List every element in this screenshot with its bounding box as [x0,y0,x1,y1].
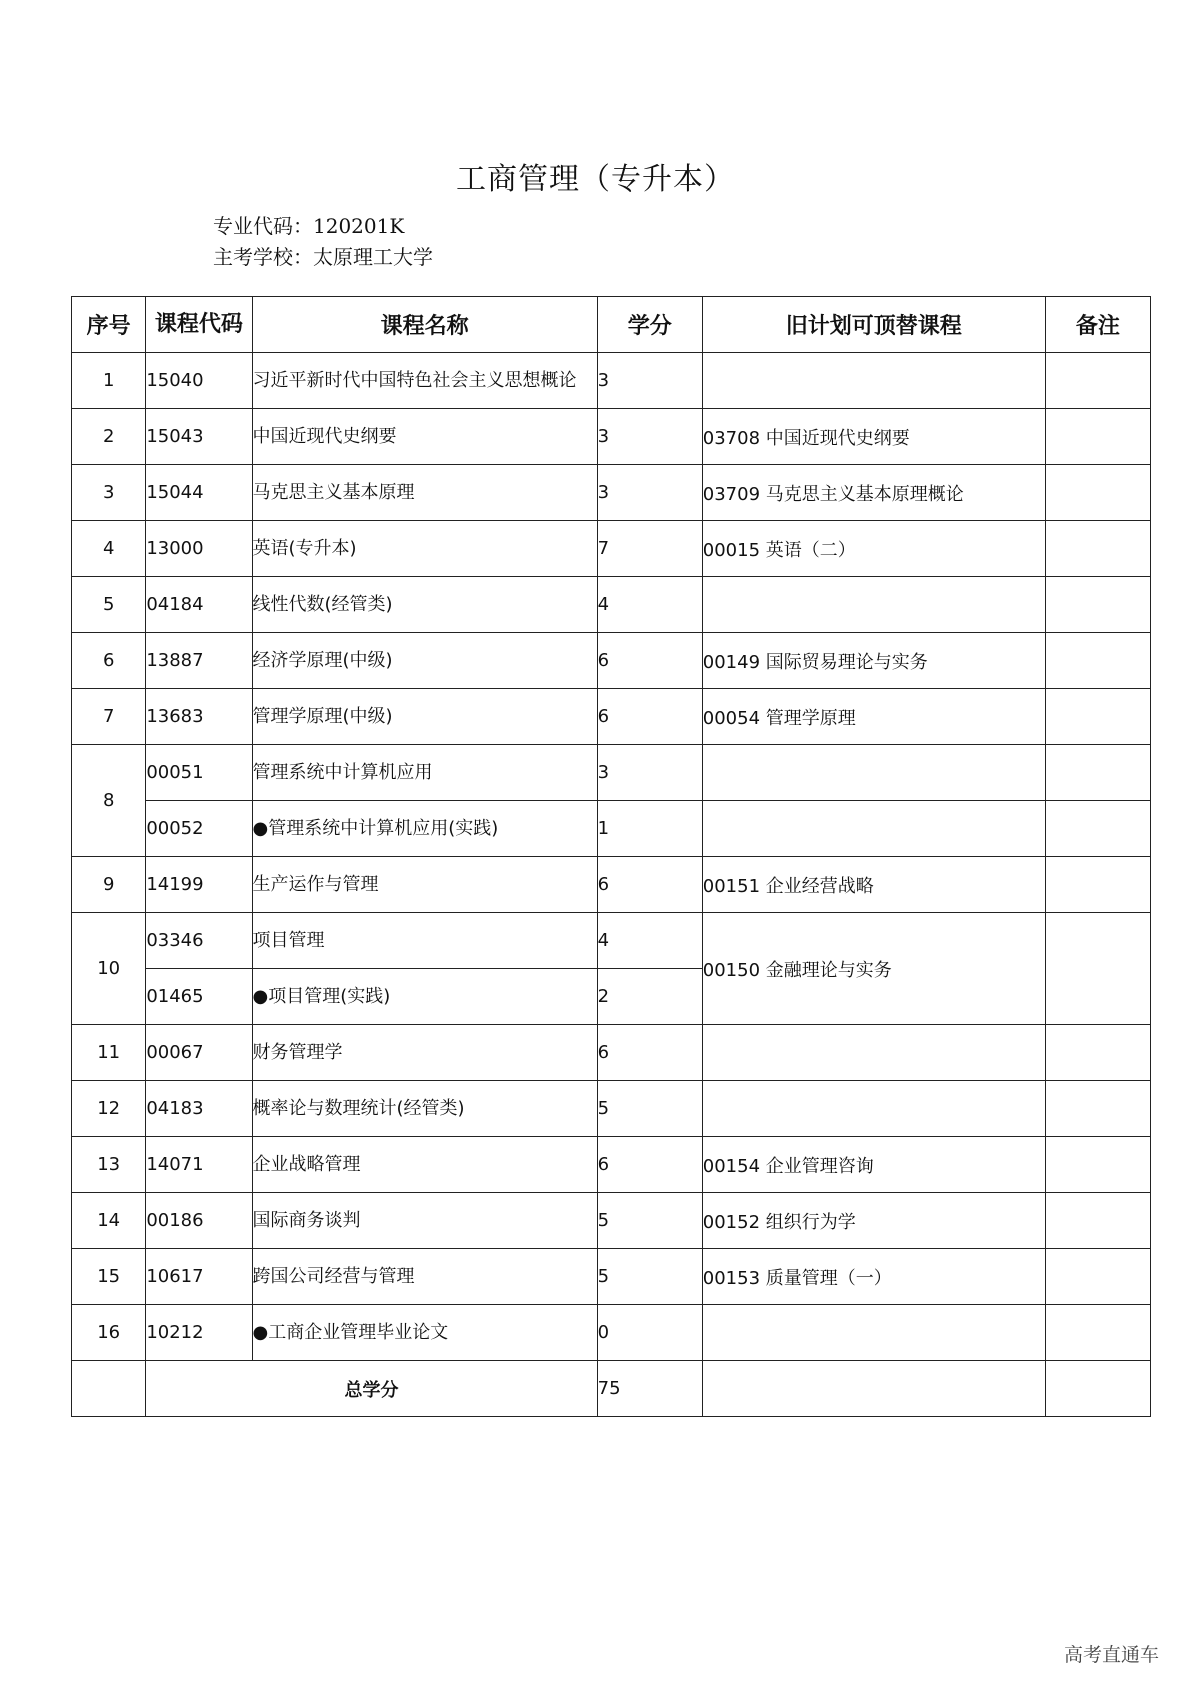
course-name: 习近平新时代中国特色社会主义思想概论 [252,353,597,409]
seq-cell: 14 [72,1193,146,1249]
course-code: 10617 [146,1249,252,1305]
replacement-course [702,577,1045,633]
header-seq: 序号 [72,297,146,353]
course-name: 国际商务谈判 [252,1193,597,1249]
table-row [72,1305,1151,1361]
course-credits: 6 [597,1137,702,1193]
remarks-cell [1045,913,1150,1025]
course-code: 00052 [146,801,252,857]
replacement-course: 00149 国际贸易理论与实务 [702,633,1045,689]
remarks-cell [1045,465,1150,521]
seq-cell: 15 [72,1249,146,1305]
header-course-code: 课程代码 [146,297,252,353]
table-row [72,1193,1151,1249]
replacement-course [702,1305,1045,1361]
seq-cell: 5 [72,577,146,633]
replacement-course: 00153 质量管理（一） [702,1249,1045,1305]
course-name: 财务管理学 [252,1025,597,1081]
course-name: 生产运作与管理 [252,857,597,913]
replacement-course [702,1081,1045,1137]
total-remarks-cell [1045,1361,1150,1417]
course-name: 管理系统中计算机应用 [252,745,597,801]
total-seq-cell [72,1361,146,1417]
seq-cell: 1 [72,353,146,409]
total-replace-cell [702,1361,1045,1417]
course-name: 项目管理 [252,913,597,969]
course-name: 企业战略管理 [252,1137,597,1193]
course-name: 线性代数(经管类) [252,577,597,633]
remarks-cell [1045,1081,1150,1137]
course-credits: 2 [597,969,702,1025]
table-row [72,689,1151,745]
remarks-cell [1045,1025,1150,1081]
table-row [72,913,1151,969]
course-code: 14071 [146,1137,252,1193]
remarks-cell [1045,409,1150,465]
replacement-course: 03708 中国近现代史纲要 [702,409,1045,465]
course-credits: 7 [597,521,702,577]
remarks-cell [1045,1193,1150,1249]
course-credits: 3 [597,409,702,465]
course-credits: 6 [597,633,702,689]
remarks-cell [1045,857,1150,913]
table-row [72,857,1151,913]
table-body [72,353,1151,1361]
seq-cell: 11 [72,1025,146,1081]
remarks-cell [1045,1137,1150,1193]
replacement-course: 00054 管理学原理 [702,689,1045,745]
course-credits: 6 [597,857,702,913]
watermark: 高考直通车 [1063,1644,1159,1666]
course-name: ●管理系统中计算机应用(实践) [252,801,597,857]
course-credits: 6 [597,689,702,745]
replacement-course: 00150 金融理论与实务 [702,913,1045,1025]
replacement-course: 00154 企业管理咨询 [702,1137,1045,1193]
course-code: 03346 [146,913,252,969]
remarks-cell [1045,521,1150,577]
total-label: 总学分 [146,1361,597,1417]
seq-cell: 10 [72,913,146,1025]
seq-cell: 12 [72,1081,146,1137]
course-code: 10212 [146,1305,252,1361]
remarks-cell [1045,633,1150,689]
page-title: 工商管理（专升本） [456,162,735,197]
course-code: 00067 [146,1025,252,1081]
seq-cell: 8 [72,745,146,857]
course-credits: 4 [597,577,702,633]
seq-cell: 6 [72,633,146,689]
seq-cell: 3 [72,465,146,521]
seq-cell: 9 [72,857,146,913]
replacement-course: 00152 组织行为学 [702,1193,1045,1249]
replacement-course [702,353,1045,409]
remarks-cell [1045,801,1150,857]
examining-school: 主考学校：太原理工大学 [213,245,433,269]
course-credits: 4 [597,913,702,969]
course-credits: 3 [597,745,702,801]
course-code: 13683 [146,689,252,745]
course-code: 15040 [146,353,252,409]
major-code: 专业代码：120201K [213,214,405,238]
course-code: 00051 [146,745,252,801]
remarks-cell [1045,689,1150,745]
seq-cell: 13 [72,1137,146,1193]
course-code: 13887 [146,633,252,689]
course-code: 13000 [146,521,252,577]
header-credits: 学分 [597,297,702,353]
course-name: ●项目管理(实践) [252,969,597,1025]
header-remarks: 备注 [1045,297,1150,353]
table-header-row [72,297,1151,353]
course-code: 04183 [146,1081,252,1137]
table-row [72,1137,1151,1193]
course-name: 跨国公司经营与管理 [252,1249,597,1305]
replacement-course [702,1025,1045,1081]
course-code: 00186 [146,1193,252,1249]
table-row [72,1025,1151,1081]
replacement-course [702,801,1045,857]
table-row [72,1081,1151,1137]
course-code: 01465 [146,969,252,1025]
course-name: ●工商企业管理毕业论文 [252,1305,597,1361]
remarks-cell [1045,353,1150,409]
course-credits: 0 [597,1305,702,1361]
table-row [72,1249,1151,1305]
seq-cell: 16 [72,1305,146,1361]
course-plan-table [71,296,1151,1417]
course-credits: 5 [597,1193,702,1249]
course-credits: 1 [597,801,702,857]
course-credits: 6 [597,1025,702,1081]
remarks-cell [1045,1305,1150,1361]
course-name: 管理学原理(中级) [252,689,597,745]
course-name: 概率论与数理统计(经管类) [252,1081,597,1137]
replacement-course: 03709 马克思主义基本原理概论 [702,465,1045,521]
seq-cell: 4 [72,521,146,577]
header-course-name: 课程名称 [252,297,597,353]
header-replacement-course: 旧计划可顶替课程 [702,297,1045,353]
course-credits: 5 [597,1249,702,1305]
course-credits: 3 [597,465,702,521]
table-row [72,353,1151,409]
table-row [72,409,1151,465]
remarks-cell [1045,577,1150,633]
table-row [72,801,1151,857]
remarks-cell [1045,745,1150,801]
table-row [72,633,1151,689]
course-code: 04184 [146,577,252,633]
remarks-cell [1045,1249,1150,1305]
course-name: 中国近现代史纲要 [252,409,597,465]
course-name: 英语(专升本) [252,521,597,577]
total-row [72,1361,1151,1417]
table-row [72,465,1151,521]
course-credits: 3 [597,353,702,409]
replacement-course [702,745,1045,801]
course-code: 14199 [146,857,252,913]
seq-cell: 7 [72,689,146,745]
total-credits: 75 [597,1361,702,1417]
course-code: 15043 [146,409,252,465]
replacement-course: 00151 企业经营战略 [702,857,1045,913]
table-row [72,577,1151,633]
course-credits: 5 [597,1081,702,1137]
replacement-course: 00015 英语（二） [702,521,1045,577]
seq-cell: 2 [72,409,146,465]
table-row [72,745,1151,801]
course-name: 马克思主义基本原理 [252,465,597,521]
table-row [72,521,1151,577]
course-name: 经济学原理(中级) [252,633,597,689]
course-code: 15044 [146,465,252,521]
